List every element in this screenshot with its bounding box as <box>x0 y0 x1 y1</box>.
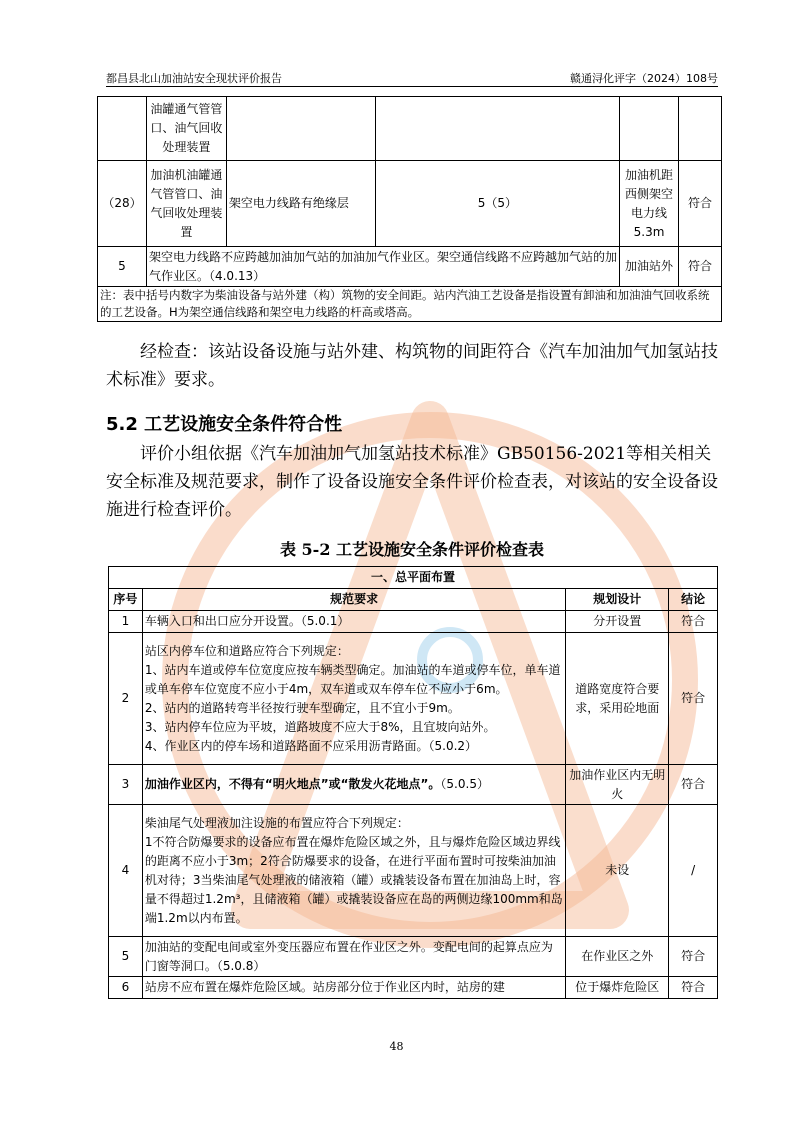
requirement-bold-text: 加油作业区内，不得有“明火地点”或“散发火花地点”。 <box>144 777 441 791</box>
requirement-cell: 架空电力线路不应跨越加油加气站的加油加气作业区。架空通信线路不应跨越加气站的加气作业区。（4.0.13） <box>146 247 619 287</box>
result-cell: 符合 <box>669 633 718 765</box>
header-rule <box>106 86 718 87</box>
requirement-line: 1不符合防爆要求的设备应布置在爆炸危险区域之外，且与爆炸危险区域边界线的距离不应小于3m；2符合防爆要求的设备，在进行平面布置时可按柴油加油机对待；3当柴油尾气处理液的储液箱（罐）或撬装设备布置在加油岛上时，容量不得超过1.2m³，且储液箱（罐）或撬装设备应在岛的两侧边缘100mm和岛端1.2m以内布置。 <box>144 834 563 925</box>
requirement-cell <box>142 765 566 805</box>
section-paragraph: 评价小组依据《汽车加油加气加氢站技术标准》GB50156-2021等相关相关安全标准及规范要求，制作了设备设施安全条件评价检查表，对该站的安全设备设施进行检查评价。 <box>106 444 718 520</box>
requirement-line: 2、站内的道路转弯半径按行驶车型确定，且不宜小于9m。 <box>144 700 460 715</box>
row-number: 5 <box>109 937 143 977</box>
col-header-result: 结论 <box>669 589 718 611</box>
design-cell: 未设 <box>566 805 669 937</box>
row-number: 4 <box>109 805 143 937</box>
table-row <box>109 611 718 633</box>
requirement-clause: （5.0.5） <box>440 777 489 791</box>
header-report-number: 赣通浔化评字（2024）108号 <box>570 72 718 85</box>
result-cell <box>679 97 722 161</box>
requirement-cell <box>142 633 566 765</box>
facility-cell: 油罐通气管管口、油气回收处理装置 <box>146 97 226 161</box>
table-row <box>109 633 718 765</box>
item-cell <box>226 97 375 161</box>
col-header-design: 规划设计 <box>566 589 669 611</box>
item-cell: 架空电力线路有绝缘层 <box>226 161 375 247</box>
requirement-line: 站区内停车位和道路应符合下列规定： <box>144 643 349 658</box>
group-title: 一、总平面布置 <box>109 567 718 589</box>
row-number: （28） <box>98 161 147 247</box>
table-row <box>98 161 722 247</box>
table-row <box>98 247 722 287</box>
result-cell: 符合 <box>679 161 722 247</box>
design-cell: 加油作业区内无明火 <box>566 765 669 805</box>
requirement-cell <box>142 805 566 937</box>
table-row <box>109 805 718 937</box>
requirement-cell: 车辆入口和出口应分开设置。（5.0.1） <box>142 611 566 633</box>
design-cell: 位于爆炸危险区 <box>566 977 669 999</box>
header-report-title: 都昌县北山加油站安全现状评价报告 <box>106 72 282 85</box>
result-cell: 符合 <box>669 977 718 999</box>
requirement-line: 1、站内车道或停车位宽度应按车辆类型确定。加油站的车道或停车位，单车道或单车停车位宽度不应小于4m，双车道或双车停车位不应小于6m。 <box>144 662 561 696</box>
col-header-requirement: 规范要求 <box>142 589 566 611</box>
row-number: 6 <box>109 977 143 999</box>
table-note-row <box>98 287 722 322</box>
row-number: 5 <box>98 247 147 287</box>
design-cell: 分开设置 <box>566 611 669 633</box>
table-caption: 表 5-2 工艺设施安全条件评价检查表 <box>279 540 545 559</box>
table-row <box>98 97 722 161</box>
conclusion-paragraph: 经检查：该站设备设施与站外建、构筑物的间距符合《汽车加油加气加氢站技术标准》要求。 <box>106 342 718 390</box>
design-cell <box>620 97 679 161</box>
table-row <box>109 937 718 977</box>
value-cell: 5（5） <box>375 161 620 247</box>
distance-check-table <box>97 96 722 322</box>
design-cell: 加油机距西侧架空电力线5.3m <box>620 161 679 247</box>
requirement-line: 3、站内停车位应为平坡，道路坡度不应大于8%，且宜坡向站外。 <box>144 719 496 734</box>
section-title: 5.2 工艺设施安全条件符合性 <box>106 414 343 435</box>
row-number: 1 <box>109 611 143 633</box>
col-header-number: 序号 <box>109 589 143 611</box>
group-row <box>109 567 718 589</box>
design-cell: 在作业区之外 <box>566 937 669 977</box>
page-number: 48 <box>389 1040 404 1053</box>
result-cell: 符合 <box>669 611 718 633</box>
result-cell: 符合 <box>679 247 722 287</box>
requirement-line: 柴油尾气处理液加注设施的布置应符合下列规定： <box>144 815 409 830</box>
table-row <box>109 977 718 999</box>
row-number <box>98 97 147 161</box>
page-header <box>106 70 718 86</box>
result-cell: / <box>669 805 718 937</box>
requirement-cell: 站房不应布置在爆炸危险区域。站房部分位于作业区内时，站房的建 <box>142 977 566 999</box>
process-facility-check-table <box>108 566 718 999</box>
requirement-line: 4、作业区内的停车场和道路路面不应采用沥青路面。（5.0.2） <box>144 738 478 753</box>
table-note: 注：表中括号内数字为柴油设备与站外建（构）筑物的安全间距。站内汽油工艺设备是指设置有卸油和加油油气回收系统的工艺设备。H为架空通信线路和架空电力线路的杆高或塔高。 <box>98 287 722 322</box>
row-number: 3 <box>109 765 143 805</box>
value-cell <box>375 97 620 161</box>
table-row <box>109 765 718 805</box>
requirement-cell: 加油站的变配电间或室外变压器应布置在作业区之外。变配电间的起算点应为门窗等洞口。（5.0.8） <box>142 937 566 977</box>
row-number: 2 <box>109 633 143 765</box>
header-row <box>109 589 718 611</box>
design-cell: 道路宽度符合要求，采用砼地面 <box>566 633 669 765</box>
design-cell: 加油站外 <box>620 247 679 287</box>
result-cell: 符合 <box>669 765 718 805</box>
result-cell: 符合 <box>669 937 718 977</box>
facility-cell: 加油机油罐通气管管口、油气回收处理装置 <box>146 161 226 247</box>
